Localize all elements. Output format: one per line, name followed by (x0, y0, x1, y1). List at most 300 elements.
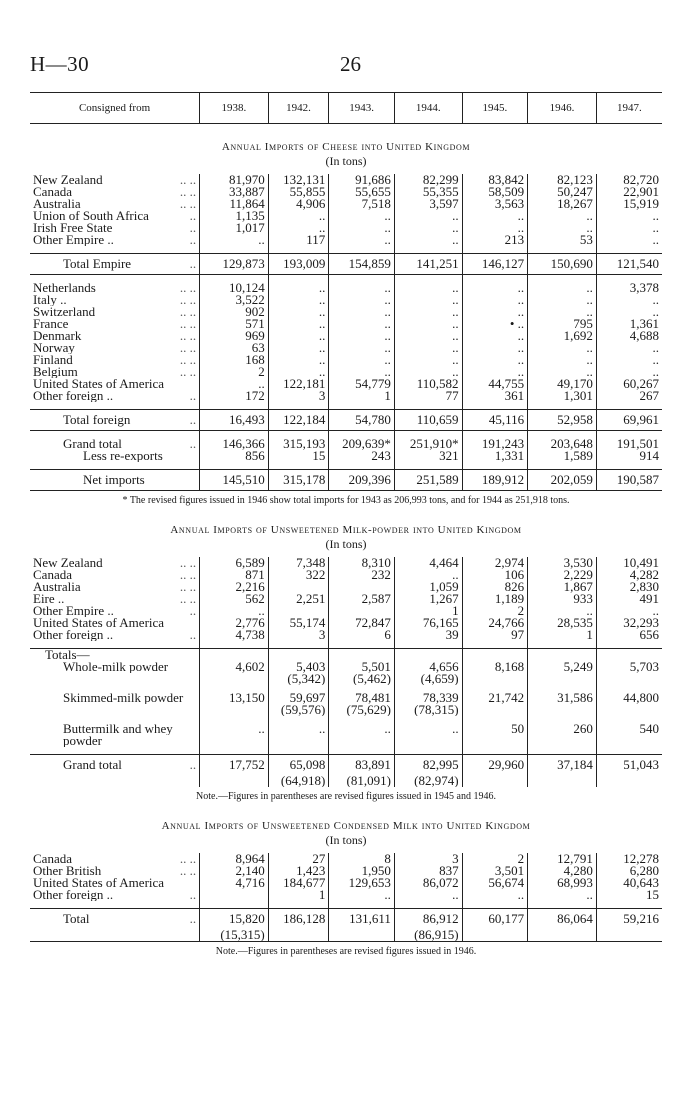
table-row (30, 390, 662, 402)
table-row (30, 294, 662, 306)
value-cell: .. (394, 210, 462, 222)
blank-cell (268, 735, 329, 747)
blank-cell (596, 735, 662, 747)
value-cell: .. (268, 210, 329, 222)
revised-value-cell: (4,659) (394, 673, 462, 685)
row-label-text: Grand total (63, 438, 122, 450)
leader-dots: .. .. (179, 569, 197, 581)
spacer-row (30, 462, 662, 470)
value-cell: 10,491 (596, 557, 662, 569)
value-cell: 2,229 (528, 569, 597, 581)
spacer-cell (200, 747, 269, 755)
value-cell: .. (268, 366, 329, 378)
value-cell: 213 (462, 234, 528, 246)
row-label-text: powder (63, 735, 102, 747)
revised-row (30, 673, 662, 685)
row-label (30, 438, 200, 450)
value-cell: 60,177 (462, 909, 528, 930)
value-cell: 82,720 (596, 174, 662, 186)
blank-cell (329, 735, 395, 747)
value-cell: 15 (596, 889, 662, 901)
value-cell: 59,697 (268, 692, 329, 704)
value-cell: 540 (596, 723, 662, 735)
value-cell: 76,165 (394, 617, 462, 629)
value-cell: .. (268, 282, 329, 294)
value-cell: 251,589 (394, 470, 462, 491)
revised-value-cell (596, 673, 662, 685)
spacer-cell (596, 462, 662, 470)
value-cell: .. (200, 378, 269, 390)
spacer-cell (596, 641, 662, 649)
row-label-text: Net imports (83, 472, 145, 487)
spacer-cell (394, 431, 462, 439)
value-cell: 63 (200, 342, 269, 354)
spacer-row (30, 246, 662, 254)
row-label (30, 909, 200, 930)
value-cell: 3,522 (200, 294, 269, 306)
value-cell: 78,339 (394, 692, 462, 704)
value-cell (268, 581, 329, 593)
row-label-text: Other British (33, 865, 102, 877)
value-cell: 69,961 (596, 410, 662, 431)
revised-value-cell (596, 929, 662, 942)
row-label (30, 450, 200, 462)
value-cell: 491 (596, 593, 662, 605)
blank-cell (200, 649, 269, 662)
blank-cell (268, 649, 329, 662)
value-cell: 53 (528, 234, 597, 246)
row-label (30, 410, 200, 431)
value-cell: .. (462, 294, 528, 306)
value-cell: 131,611 (329, 909, 395, 930)
value-cell: .. (528, 294, 597, 306)
value-cell: .. (394, 282, 462, 294)
spacer-cell (30, 431, 200, 439)
row-label-text: Buttermilk and whey (63, 723, 173, 735)
blank-cell (394, 735, 462, 747)
row-label (30, 661, 200, 673)
spacer-cell (462, 246, 528, 254)
table-row (30, 853, 662, 865)
leader-dots: .. .. (179, 174, 197, 186)
spacer-cell (394, 462, 462, 470)
spacer-cell (268, 901, 329, 909)
table-row (30, 735, 662, 747)
row-label (30, 186, 200, 198)
value-cell: 132,131 (268, 174, 329, 186)
leader-dots: .. .. (179, 354, 197, 366)
revised-row (30, 775, 662, 787)
row-label (30, 605, 200, 617)
value-cell: .. (528, 366, 597, 378)
revised-value-cell (268, 929, 329, 942)
row-label (30, 234, 200, 246)
leader-dots: .. .. (179, 198, 197, 210)
row-label-text: Grand total (63, 757, 122, 772)
row-label (30, 581, 200, 593)
leader-dots: .. (189, 390, 197, 402)
revised-value-cell: (59,576) (268, 704, 329, 716)
value-cell: 260 (528, 723, 597, 735)
value-cell: 17,752 (200, 755, 269, 776)
spacer-cell (394, 747, 462, 755)
spacer-cell (596, 431, 662, 439)
value-cell: .. (394, 354, 462, 366)
spacer-cell (596, 275, 662, 283)
value-cell: 209,639* (329, 438, 395, 450)
note-row (30, 942, 662, 959)
value-cell: 795 (528, 318, 597, 330)
row-label (30, 617, 200, 629)
value-cell: 191,501 (596, 438, 662, 450)
column-header-year: 1942. (268, 93, 329, 124)
table-row (30, 438, 662, 450)
spacer-row (30, 901, 662, 909)
revised-value-cell: (75,629) (329, 704, 395, 716)
value-cell: 141,251 (394, 254, 462, 275)
value-cell (329, 605, 395, 617)
value-cell: 209,396 (329, 470, 395, 491)
value-cell: 856 (200, 450, 269, 462)
value-cell: 656 (596, 629, 662, 641)
leader-dots: .. (189, 757, 197, 772)
value-cell: .. (329, 889, 395, 901)
section-title-row (30, 507, 662, 538)
value-cell: 6,589 (200, 557, 269, 569)
table-row (30, 186, 662, 198)
spacer-cell (30, 246, 200, 254)
revised-value-cell (528, 673, 597, 685)
page-header (30, 0, 662, 92)
section-title: Annual Imports of Unsweetened Condensed Milk into United Kingdom (161, 820, 531, 832)
value-cell: 150,690 (528, 254, 597, 275)
row-label-text: United States of America (33, 617, 165, 629)
value-cell: 12,278 (596, 853, 662, 865)
value-cell: .. (596, 234, 662, 246)
value-cell: 3,378 (596, 282, 662, 294)
row-label-text: Other foreign .. (33, 629, 114, 641)
value-cell: 315,178 (268, 470, 329, 491)
value-cell: 203,648 (528, 438, 597, 450)
table-row (30, 692, 662, 704)
value-cell: 186,128 (268, 909, 329, 930)
value-cell: 1 (528, 629, 597, 641)
value-cell: 55,855 (268, 186, 329, 198)
value-cell: 1,692 (528, 330, 597, 342)
row-label (30, 470, 200, 491)
value-cell: 33,887 (200, 186, 269, 198)
value-cell: 321 (394, 450, 462, 462)
spacer-row (30, 431, 662, 439)
value-cell: .. (394, 294, 462, 306)
row-label-text: Other foreign .. (33, 390, 114, 402)
value-cell: .. (329, 318, 395, 330)
value-cell: 2,140 (200, 865, 269, 877)
revised-value-cell (462, 929, 528, 942)
table-row (30, 342, 662, 354)
revised-row (30, 704, 662, 716)
spacer-row (30, 275, 662, 283)
value-cell: 16,493 (200, 410, 269, 431)
value-cell: .. (528, 605, 597, 617)
leader-dots: .. (189, 629, 197, 641)
spacer-cell (596, 901, 662, 909)
value-cell: 22,901 (596, 186, 662, 198)
row-label (30, 306, 200, 318)
spacer-cell (462, 275, 528, 283)
row-label-text: Australia (33, 198, 81, 210)
row-label-text: Eire .. (33, 593, 65, 605)
row-label-text: Switzerland (33, 306, 96, 318)
value-cell: 1,135 (200, 210, 269, 222)
revised-row (30, 929, 662, 942)
row-label-text: Netherlands (33, 282, 96, 294)
value-cell: 2,776 (200, 617, 269, 629)
totals-label: Totals— (45, 648, 90, 661)
totals-heading-row (30, 649, 662, 662)
row-label (30, 254, 200, 275)
spacer-cell (462, 641, 528, 649)
row-label (30, 210, 200, 222)
leader-dots: .. (189, 412, 197, 427)
row-label-text: Union of South Africa (33, 210, 149, 222)
value-cell: 15,820 (200, 909, 269, 930)
table-row (30, 450, 662, 462)
revised-value-cell (596, 704, 662, 716)
footnote: * The revised figures issued in 1946 show total imports for 1943 as 206,993 tons, and for 1944 as 251,918 tons. (122, 495, 570, 506)
value-cell: 251,910* (394, 438, 462, 450)
value-cell: 322 (268, 569, 329, 581)
row-label-text: New Zealand (33, 174, 103, 186)
row-label (30, 557, 200, 569)
value-cell: .. (596, 210, 662, 222)
value-cell: 1,301 (528, 390, 597, 402)
spacer-cell (268, 246, 329, 254)
footnote-row (30, 491, 662, 508)
revised-value-cell: (5,342) (268, 673, 329, 685)
table-row (30, 366, 662, 378)
table-row (30, 889, 662, 901)
table-row (30, 605, 662, 617)
blank-cell (462, 735, 528, 747)
spacer-cell (200, 685, 269, 692)
value-cell: .. (528, 222, 597, 234)
value-cell: 933 (528, 593, 597, 605)
value-cell: 361 (462, 390, 528, 402)
row-label (30, 294, 200, 306)
value-cell: 2,216 (200, 581, 269, 593)
value-cell: 969 (200, 330, 269, 342)
value-cell: .. (329, 306, 395, 318)
page-number: 26 (340, 52, 361, 76)
value-cell: 191,243 (462, 438, 528, 450)
value-cell: .. (329, 342, 395, 354)
revised-value-cell (528, 775, 597, 787)
spacer-cell (528, 641, 597, 649)
spacer-cell (200, 402, 269, 410)
value-cell: 21,742 (462, 692, 528, 704)
row-label (30, 342, 200, 354)
blank-cell (30, 704, 200, 716)
value-cell: .. (268, 342, 329, 354)
value-cell: 2,830 (596, 581, 662, 593)
value-cell: 121,540 (596, 254, 662, 275)
value-cell: .. (462, 342, 528, 354)
value-cell: .. (528, 306, 597, 318)
value-cell: 5,501 (329, 661, 395, 673)
spacer-cell (394, 246, 462, 254)
row-label (30, 865, 200, 877)
value-cell: 4,280 (528, 865, 597, 877)
table-row (30, 557, 662, 569)
leader-dots: .. (189, 210, 197, 222)
revised-value-cell (462, 775, 528, 787)
value-cell: .. (462, 889, 528, 901)
value-cell: .. (394, 889, 462, 901)
value-cell: .. (394, 366, 462, 378)
spacer-cell (329, 462, 395, 470)
spacer-cell (268, 641, 329, 649)
value-cell: 65,098 (268, 755, 329, 776)
value-cell: 50,247 (528, 186, 597, 198)
spacer-cell (200, 641, 269, 649)
value-cell: 3,597 (394, 198, 462, 210)
spacer-cell (329, 431, 395, 439)
value-cell: 82,299 (394, 174, 462, 186)
value-cell: 1,189 (462, 593, 528, 605)
spacer-cell (462, 431, 528, 439)
spacer-cell (394, 716, 462, 723)
value-cell: 3 (394, 853, 462, 865)
value-cell: 4,656 (394, 661, 462, 673)
leader-dots: .. .. (179, 318, 197, 330)
spacer-cell (394, 685, 462, 692)
value-cell: 168 (200, 354, 269, 366)
row-label-text: Norway (33, 342, 75, 354)
value-cell: 82,123 (528, 174, 597, 186)
leader-dots: .. .. (179, 853, 197, 865)
row-label-text: Finland (33, 354, 73, 366)
value-cell: 110,582 (394, 378, 462, 390)
leader-dots: .. .. (179, 366, 197, 378)
spacer-cell (329, 901, 395, 909)
value-cell: 77 (394, 390, 462, 402)
value-cell: .. (268, 294, 329, 306)
row-label-text: Total foreign (63, 412, 131, 427)
value-cell: 1 (268, 889, 329, 901)
value-cell: 40,643 (596, 877, 662, 889)
value-cell: 315,193 (268, 438, 329, 450)
value-cell: .. (200, 605, 269, 617)
value-cell: 232 (329, 569, 395, 581)
value-cell: 83,891 (329, 755, 395, 776)
value-cell: 3,563 (462, 198, 528, 210)
value-cell: 8,168 (462, 661, 528, 673)
value-cell: 4,738 (200, 629, 269, 641)
revised-value-cell (200, 775, 269, 787)
value-cell: 18,267 (528, 198, 597, 210)
value-cell: 13,150 (200, 692, 269, 704)
value-cell: 3 (268, 390, 329, 402)
table-row (30, 569, 662, 581)
row-label (30, 354, 200, 366)
row-label-text: Whole-milk powder (63, 661, 169, 673)
units-row (30, 155, 662, 174)
revised-value-cell (462, 704, 528, 716)
spacer-cell (394, 901, 462, 909)
value-cell: 826 (462, 581, 528, 593)
leader-dots: .. (189, 438, 197, 450)
spacer-cell (596, 685, 662, 692)
spacer-cell (394, 275, 462, 283)
spacer-cell (30, 462, 200, 470)
spacer-row (30, 402, 662, 410)
spacer-cell (329, 275, 395, 283)
row-label-text: Italy .. (33, 294, 67, 306)
row-label-text: Skimmed-milk powder (63, 692, 184, 704)
value-cell: 24,766 (462, 617, 528, 629)
note: Note.—Figures in parentheses are revised figures issued in 1945 and 1946. (196, 791, 496, 802)
row-label-text: Other Empire .. (33, 605, 114, 617)
row-label (30, 378, 200, 390)
row-label-text: Total (63, 911, 90, 926)
spacer-cell (528, 747, 597, 755)
value-cell: .. (329, 330, 395, 342)
row-label (30, 174, 200, 186)
value-cell: 51,043 (596, 755, 662, 776)
value-cell: 1,017 (200, 222, 269, 234)
value-cell: .. (200, 723, 269, 735)
revised-value-cell (528, 929, 597, 942)
value-cell: 28,535 (528, 617, 597, 629)
revised-value-cell (528, 704, 597, 716)
value-cell (200, 889, 269, 901)
value-cell: 68,993 (528, 877, 597, 889)
table-row (30, 593, 662, 605)
leader-dots: .. (189, 234, 197, 246)
column-header-source: Consigned from (30, 93, 200, 124)
value-cell: 129,653 (329, 877, 395, 889)
spacer-cell (268, 275, 329, 283)
table-row (30, 174, 662, 186)
revised-value-cell: (86,915) (394, 929, 462, 942)
spacer-row (30, 747, 662, 755)
value-cell: .. (462, 282, 528, 294)
column-header-year: 1944. (394, 93, 462, 124)
value-cell: 78,481 (329, 692, 395, 704)
value-cell: 15,919 (596, 198, 662, 210)
spacer-cell (329, 246, 395, 254)
value-cell: .. (268, 330, 329, 342)
row-label (30, 629, 200, 641)
revised-value-cell: (81,091) (329, 775, 395, 787)
value-cell: 32,293 (596, 617, 662, 629)
value-cell: .. (268, 318, 329, 330)
row-label (30, 318, 200, 330)
units-row (30, 538, 662, 557)
value-cell: 27 (268, 853, 329, 865)
blank-cell (394, 649, 462, 662)
value-cell: 83,842 (462, 174, 528, 186)
row-label-text: New Zealand (33, 557, 103, 569)
value-cell: .. (394, 342, 462, 354)
spacer-cell (200, 275, 269, 283)
leader-dots: .. .. (179, 306, 197, 318)
table-row (30, 470, 662, 491)
row-label-text: United States of America (33, 877, 165, 889)
spacer-cell (394, 402, 462, 410)
row-label (30, 755, 200, 776)
